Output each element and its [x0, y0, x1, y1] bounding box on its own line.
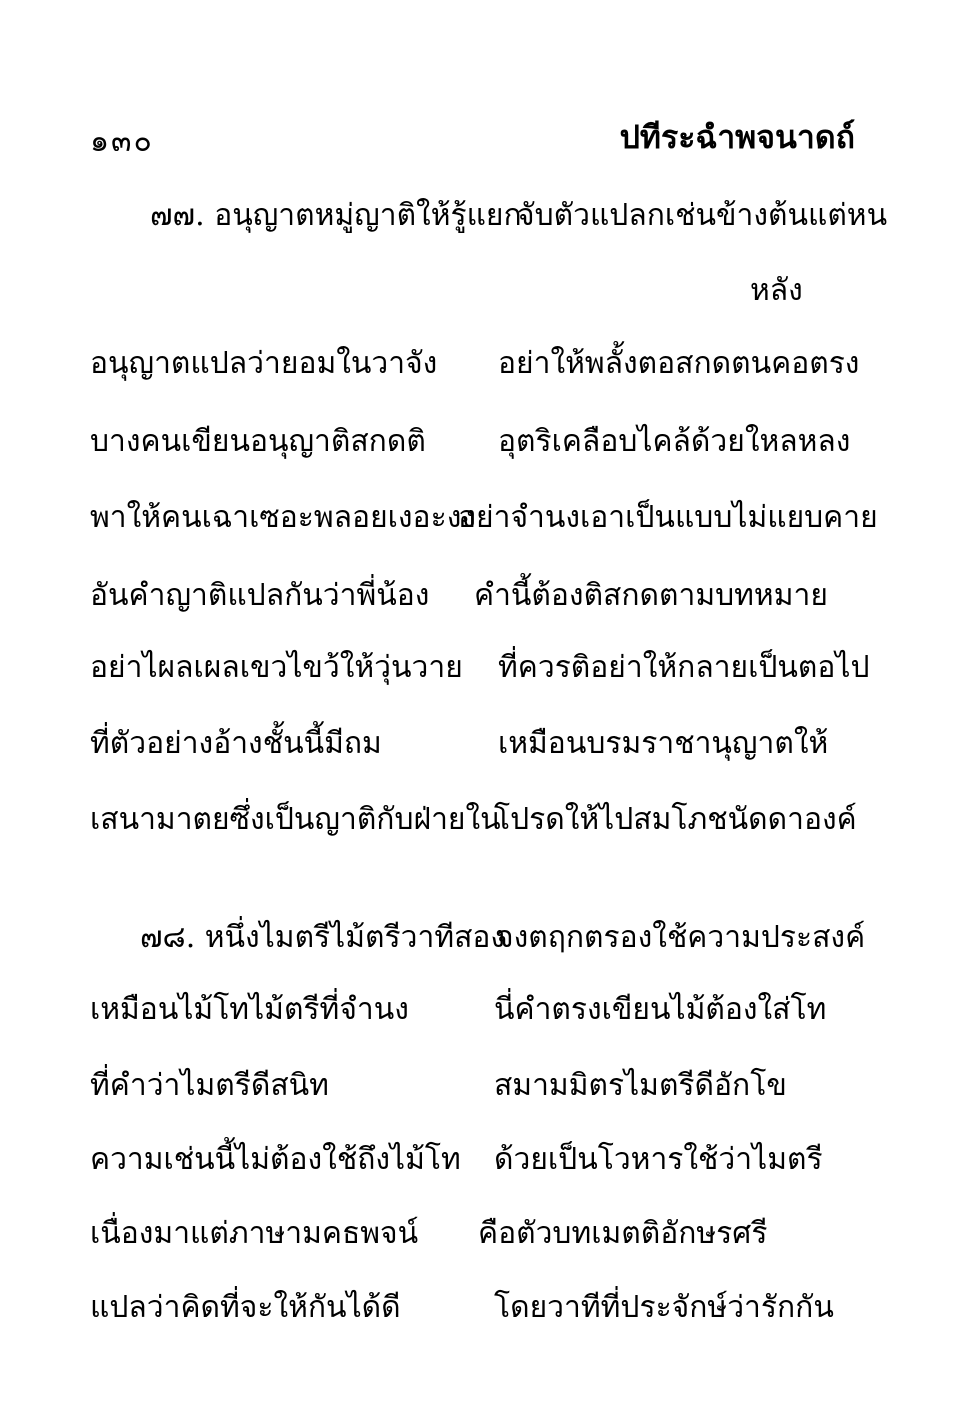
verse-77-intro-continuation: หลัง [750, 273, 803, 308]
line-left: พาให้คนเฉาเซอะพลอยเงอะงง [90, 500, 476, 535]
line-left: อันคำญาติแปลกันว่าพี่น้อง [90, 578, 430, 613]
verse-77-line-2 [90, 418, 890, 462]
line-right: โดยวาทีที่ประจักษ์ว่ารักกัน [494, 1290, 834, 1325]
verse-77-line-7 [90, 796, 890, 840]
verse-77-intro-right: จับตัวแปลกเช่นข้างต้นแต่หน [517, 198, 888, 233]
line-right: ด้วยเป็นโวหารใช้ว่าไมตรี [494, 1142, 823, 1177]
verse-77-intro-left: ๗๗. อนุญาตหมู่ญาติให้รู้แยก [150, 198, 522, 233]
line-right: คือตัวบทเมตติอักษรศรี [478, 1216, 768, 1251]
verse-78-line-3 [90, 1136, 890, 1180]
line-right: อุตริเคลือบไคล้ด้วยใหลหลง [498, 424, 851, 459]
verse-77-line-1 [90, 340, 890, 384]
line-left: ที่คำว่าไมตรีดีสนิท [90, 1068, 329, 1103]
verse-77-line-6 [90, 720, 890, 764]
line-left: อย่าไผลเผลเขวไขว้ให้วุ่นวาย [90, 650, 463, 685]
verse-78-line-1 [90, 986, 890, 1030]
verse-78-line-2 [90, 1062, 890, 1106]
line-left: บางคนเขียนอนุญาติสกดติ [90, 424, 426, 459]
line-left: ที่ตัวอย่างอ้างชั้นนี้มีถม [90, 726, 382, 761]
page-title: ปทีระฉำพจนาดถ์ [619, 118, 855, 156]
line-right: อย่าจำนงเอาเป็นแบบไม่แยบคาย [458, 500, 878, 535]
line-left: เนื่องมาแต่ภาษามคธพจน์ [90, 1216, 419, 1251]
verse-77-line-5 [90, 644, 890, 688]
verse-77-line-4 [90, 572, 890, 616]
line-left: ความเช่นนี้ไม่ต้องใช้ถึงไม้โท [90, 1142, 461, 1177]
verse-78-intro-left: ๗๘. หนึ่งไมตรีไม้ตรีวาทีสอง [140, 920, 506, 955]
line-left: แปลว่าคิดที่จะให้กันได้ดี [90, 1290, 401, 1325]
line-right: โปรดให้ไปสมโภชนัดดาองค์ [494, 802, 857, 837]
page-number: ๑๓๐ [90, 124, 154, 159]
line-left: เหมือนไม้โทไม้ตรีที่จำนง [90, 992, 409, 1027]
verse-78-line-5 [90, 1284, 890, 1328]
line-right: คำนี้ต้องติสกดตามบทหมาย [474, 578, 828, 613]
line-left: เสนามาตยซึ่งเป็นญาติกับฝ่ายใน [90, 802, 501, 837]
line-right: นี่คำตรงเขียนไม้ต้องใส่โท [494, 992, 827, 1027]
verse-78-intro-right: จงตฤกตรองใช้ความประสงค์ [496, 920, 866, 955]
line-right: ที่ควรติอย่าให้กลายเป็นตอไป [498, 650, 870, 685]
verse-77-line-3 [90, 494, 890, 538]
line-right: อย่าให้พลั้งตอสกดตนคอตรง [498, 346, 860, 381]
line-right: สมามมิตรไมตรีดีอักโข [494, 1068, 787, 1103]
line-left: อนุญาตแปลว่ายอมในวาจัง [90, 346, 438, 381]
line-right: เหมือนบรมราชานุญาตให้ [498, 726, 829, 761]
verse-78-line-4 [90, 1210, 890, 1254]
